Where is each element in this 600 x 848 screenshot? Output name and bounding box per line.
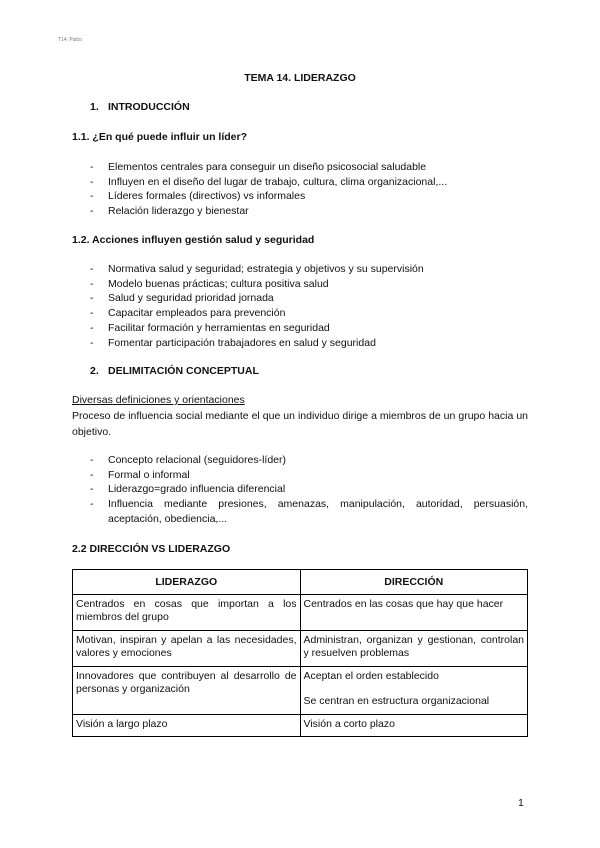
section-2-heading [90,365,259,377]
list-item-text: Fomentar participación trabajadores en salud y seguridad [108,336,376,349]
section-2-1-list [0,453,600,527]
list-item-text: Líderes formales (directivos) vs informales [108,190,306,203]
table-cell: Visión a largo plazo [73,715,301,737]
list-item-text: Liderazgo=grado influencia diferencial [108,483,286,496]
list-item-text: Normativa salud y seguridad; estrategia y objetivos y su supervisión [108,263,424,275]
section-1-1-list [0,160,600,219]
header-note: T14: Palco [58,37,82,43]
list-item [0,277,528,292]
dash-bullet: - [90,498,94,511]
definition-paragraph: Proceso de influencia social mediante el que un individuo dirige a miembros de un grupo hacia un objetivo. [72,410,528,438]
dash-bullet: - [90,292,94,305]
cell-line: Visión a corto plazo [303,718,395,730]
table-cell [300,715,528,737]
dash-bullet: - [90,190,94,203]
table-row [73,631,528,667]
list-item [0,262,528,277]
section-1-title: INTRODUCCIÓN [108,101,190,113]
list-item [0,497,528,526]
dash-bullet: - [90,468,94,481]
list-item [0,204,528,219]
list-item [0,306,528,321]
cell-line: Administran, organizan y gestionan, controlan y resuelven problemas [303,634,524,659]
cell-line: Aceptan el orden establecido [303,670,439,682]
table-row [73,667,528,715]
list-item-text: Formal o informal [108,468,190,481]
section-2-number: 2. [90,365,99,377]
list-item-text: Influencia mediante presiones, amenazas, manipulación, autoridad, persuasión, aceptación, obediencia,... [108,498,528,525]
dash-bullet: - [90,307,94,320]
section-1-heading [90,101,190,113]
section-2-2-heading: 2.2 DIRECCIÓN VS LIDERAZGO [72,543,231,555]
list-item-text: Capacitar empleados para prevención [108,307,286,320]
section-1-2-heading: 1.2. Acciones influyen gestión salud y seguridad [72,234,315,246]
table-cell [300,631,528,667]
cell-line: Centrados en las cosas que hay que hacer [303,598,504,610]
list-item [0,291,528,306]
list-item [0,189,528,204]
section-2-1-subtitle: Diversas definiciones y orientaciones [72,394,245,406]
list-item [0,336,528,351]
dash-bullet: - [90,161,94,173]
list-item [0,175,528,190]
table-cell: Innovadores que contribuyen al desarrollo de personas y organización [73,667,301,715]
list-item [0,321,528,336]
list-item-text: Elementos centrales para conseguir un diseño psicosocial saludable [108,161,427,173]
dash-bullet: - [90,205,94,218]
table-cell: Motivan, inspiran y apelan a las necesidades, valores y emociones [73,631,301,667]
section-1-2-list [0,262,600,350]
dash-bullet: - [90,336,94,349]
list-item-text: Modelo buenas prácticas; cultura positiva salud [108,277,329,290]
dash-bullet: - [90,175,94,188]
list-item-text: Facilitar formación y herramientas en seguridad [108,321,330,334]
dash-bullet: - [90,454,94,466]
dash-bullet: - [90,321,94,334]
dash-bullet: - [90,483,94,496]
list-item-text: Influyen en el diseño del lugar de trabajo, cultura, clima organizacional,... [108,175,448,188]
list-item-text: Concepto relacional (seguidores-líder) [108,454,287,466]
header-direccion: DIRECCIÓN [300,570,528,595]
dash-bullet: - [90,277,94,290]
table-cell [300,667,528,715]
section-2-title: DELIMITACIÓN CONCEPTUAL [108,365,259,377]
section-1-number: 1. [90,101,99,113]
table-header-row [73,570,528,595]
list-item-text: Salud y seguridad prioridad jornada [108,292,274,305]
cell-line: Se centran en estructura organizacional [303,695,490,707]
list-item [0,482,528,497]
comparison-table [72,569,528,737]
list-item [0,468,528,483]
table-row [73,715,528,737]
dash-bullet: - [90,263,94,275]
list-item [0,453,528,468]
list-item [0,160,528,175]
table-row [73,595,528,631]
table-cell: Centrados en cosas que importan a los miembros del grupo [73,595,301,631]
page-number: 1 [518,797,524,809]
document-title: TEMA 14. LIDERAZGO [244,72,356,84]
list-item-text: Relación liderazgo y bienestar [108,205,249,218]
header-liderazgo: LIDERAZGO [73,570,301,595]
table-cell [300,595,528,631]
section-1-1-heading: 1.1. ¿En qué puede influir un líder? [72,131,248,143]
